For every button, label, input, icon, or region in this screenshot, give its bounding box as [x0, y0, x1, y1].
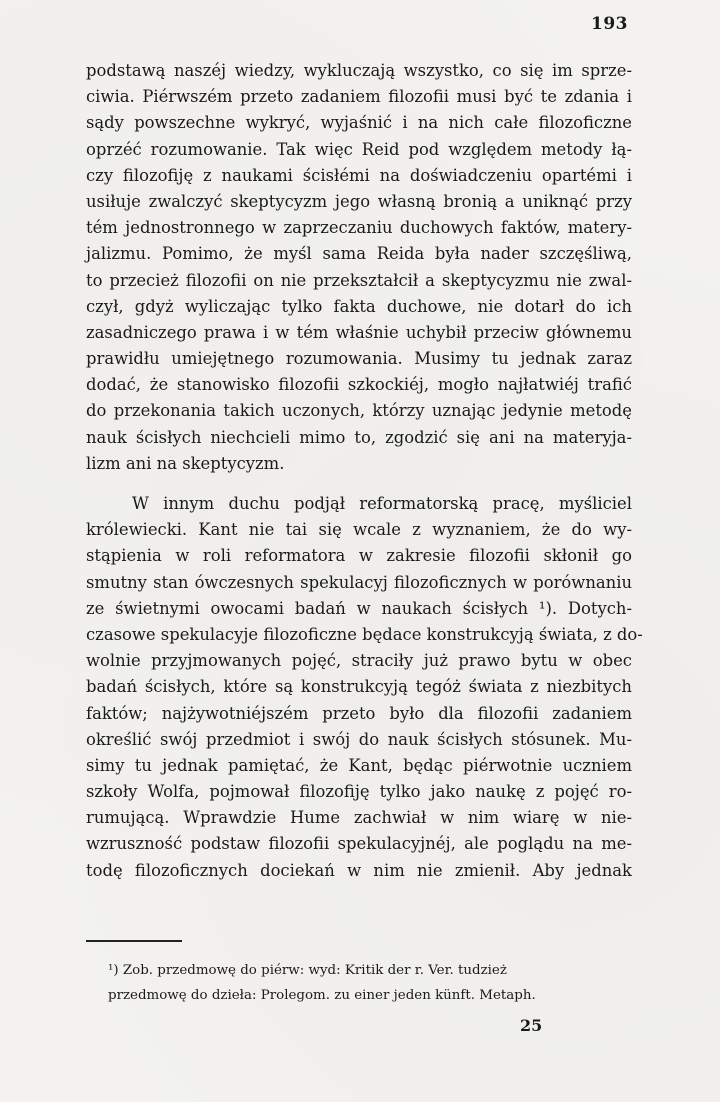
text-line: sądy powszechne wykryć, wyjaśnić i na nich całe filozoficzne [86, 113, 632, 133]
text-line: szkoły Wolfa, pojmował filozofiję tylko jako naukę z pojęć ro- [86, 782, 632, 802]
text-line: czył, gdyż wyliczając tylko fakta duchowe, nie dotarł do ich [86, 296, 632, 316]
text-line: W innym duchu podjął reformatorską pracę, myśliciel [132, 494, 632, 513]
text-line: lizm ani na skeptycyzm. [86, 453, 285, 473]
text-line: królewiecki. Kant nie tai się wcale z wyznaniem, że do wy- [86, 520, 632, 540]
text-line: prawidłu umiejętnego rozumowania. Musimy tu jednak zaraz [86, 349, 632, 369]
text-line: jalizmu. Pomimo, że myśl sama Reida była nader szczęśliwą, [86, 244, 632, 264]
page-number: 193 [591, 14, 628, 34]
text-line: nauk ścisłych niechcieli mimo to, zgodzić się ani na materyja- [86, 427, 632, 447]
text-line: badań ścisłych, które są konstrukcyją tegóż świata z niezbitych [86, 677, 632, 697]
text-line: ciwia. Piérwszém przeto zadaniem filozofii musi być te zdania i [86, 87, 632, 107]
text-line: usiłuje zwalczyć skeptycyzm jego własną bronią a uniknąć przy [86, 191, 632, 211]
text-line: dodać, że stanowisko filozofii szkockiéj, mogło najłatwiéj trafić [86, 375, 632, 395]
text-line: zasadniczego prawa i w tém właśnie uchybił przeciw głównemu [86, 322, 632, 342]
text-line: wzruszność podstaw filozofii spekulacyjnéj, ale poglądu na me- [86, 834, 632, 854]
text-line: todę filozoficznych dociekań w nim nie zmienił. Aby jednak [86, 860, 632, 880]
text-line: oprzéć rozumowanie. Tak więc Reid pod względem metody łą- [86, 139, 632, 159]
signature-mark: 25 [520, 1016, 543, 1035]
text-line: czasowe spekulacyje filozoficzne będace konstrukcyją świata, z do- [86, 624, 643, 644]
footnote [108, 958, 638, 1008]
footnote-line: ¹) Zob. przedmowę do piérw: wyd: Kritik der r. Ver. tudzież [108, 963, 507, 978]
text-line: tém jednostronnego w zaprzeczaniu duchowych faktów, matery- [86, 218, 632, 238]
text-line: stąpienia w roli reformatora w zakresie filozofii skłonił go [86, 546, 632, 566]
text-line: do przekonania takich uczonych, którzy uznając jedynie metodę [86, 401, 632, 421]
text-line: ze świetnymi owocami badań w naukach ścisłych ¹). Dotych- [86, 598, 632, 618]
text-line: simy tu jednak pamiętać, że Kant, będąc piérwotnie uczniem [86, 755, 632, 775]
text-line: czy filozofiję z naukami ścisłémi na doświadczeniu opartémi i [86, 165, 632, 185]
footnote-rule [86, 940, 182, 942]
text-line: podstawą naszéj wiedzy, wykluczają wszystko, co się im sprze- [86, 61, 632, 80]
text-line: rumującą. Wprawdzie Hume zachwiał w nim wiarę w nie- [86, 808, 632, 828]
text-line: określić swój przedmiot i swój do nauk ścisłych stósunek. Mu- [86, 729, 632, 749]
text-line: wolnie przyjmowanych pojęć, straciły już prawo bytu w obec [86, 651, 632, 671]
text-line: faktów; najżywotniéjszém przeto było dla filozofii zadaniem [86, 703, 632, 723]
body-text [86, 58, 643, 884]
text-line: smutny stan ówczesnych spekulacyj filozoficznych w porównaniu [86, 572, 632, 592]
paragraph-gap [86, 477, 632, 491]
text-line: to przecież filozofii on nie przekształcił a skeptycyzmu nie zwal- [86, 270, 632, 290]
footnote-line: przedmowę do dzieła: Prolegom. zu einer jeden künft. Metaph. [108, 988, 536, 1003]
